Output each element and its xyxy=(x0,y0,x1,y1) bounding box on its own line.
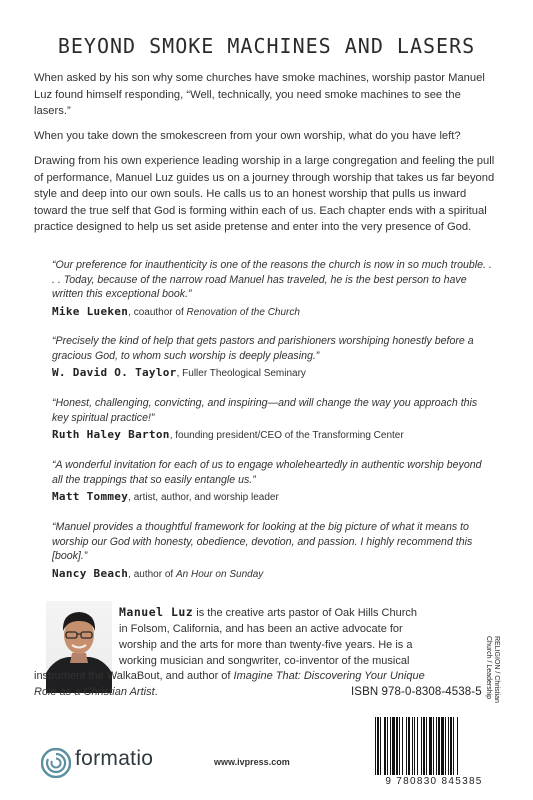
endorser-name: Mike Lueken xyxy=(52,304,129,318)
barcode-bar xyxy=(423,717,425,775)
barcode-bar xyxy=(412,717,413,775)
author-bio-text: is the creative arts pastor of Oak Hills Church in Folsom, California, and has been an active advocate for worship and the arts for more than twenty-five years. He is a working musician and songwriter, co-inventor of the musical xyxy=(119,607,417,667)
barcode-bar xyxy=(392,717,395,775)
endorser-name: W. David O. Taylor xyxy=(52,366,177,379)
endorsement-text: “Precisely the kind of help that gets pastors and parishioners worshiping honestly before a gracious God, to whom such worship is deeply pleasing.” xyxy=(52,335,474,362)
intro-paragraph-1: When asked by his son why some churches have smoke machines, worship pastor Manuel Luz found himself responding, “Well, technically, you need smoke machines to see the lasers.” xyxy=(34,72,485,117)
author-bio-end: . xyxy=(154,686,158,698)
barcode-bar xyxy=(426,717,427,775)
cover-title: BEYOND SMOKE MACHINES AND LASERS xyxy=(57,34,476,58)
barcode-bar xyxy=(402,717,403,775)
endorser-name: Nancy Beach xyxy=(52,566,129,580)
endorsement-1 xyxy=(52,258,492,318)
endorsement-attribution xyxy=(52,567,492,580)
barcode-bar xyxy=(421,717,422,775)
barcode-number: 9 780830 845385 xyxy=(385,776,483,787)
intro-paragraph-3: Drawing from his own experience leading worship in a large congregation and feeling the pull of performance, Manuel Luz guides us on a journey through worship that takes us far beyond style and deep into our own souls. He calls us to an honest worship that pulls us inward toward the true self that God is forming within each of us. Each chapter ends with a spiritual practice designed to help us set aside pretense and enter into the very presence of God. xyxy=(34,155,495,233)
author-book-title: Imagine That: Discovering Your Unique Role as a Christian Artist xyxy=(34,670,425,698)
endorsement-attribution xyxy=(52,305,492,318)
endorser-affiliation: , author of xyxy=(128,568,176,580)
barcode-bar xyxy=(375,717,376,775)
barcode-bar xyxy=(387,717,388,775)
publisher-website[interactable]: www.ivpress.com xyxy=(214,757,290,767)
endorsement-2 xyxy=(52,334,492,379)
barcode-bar xyxy=(384,717,386,775)
barcode-bar xyxy=(438,717,440,775)
endorser-affiliation: , founding president/CEO of the Transforming Center xyxy=(169,430,404,441)
barcode-bar xyxy=(396,717,398,775)
endorsement-text: “A wonderful invitation for each of us to engage wholeheartedly in authentic worship beyond all the trappings that so easily entangle us.” xyxy=(52,459,482,486)
barcode-bar xyxy=(408,717,410,775)
barcode-bar xyxy=(377,717,379,775)
barcode-bar xyxy=(453,717,454,775)
isbn: ISBN 978-0-8308-4538-5 xyxy=(351,686,482,698)
endorsement-5 xyxy=(52,520,492,580)
barcode-bar xyxy=(441,717,444,775)
endorsement-text: “Manuel provides a thoughtful framework for looking at the big picture of what it means to worship our God with honesty, obedience, devotion, and passion. I highly recommend this [book].” xyxy=(52,521,473,562)
intro-paragraph-2: When you take down the smokescreen from your own worship, what do you have left? xyxy=(34,130,461,142)
endorser-book-title: Renovation of the Church xyxy=(186,306,300,318)
barcode-bar xyxy=(399,717,400,775)
barcode-bar xyxy=(450,717,452,775)
endorsement-attribution xyxy=(52,490,492,503)
endorsement-text: “Our preference for inauthenticity is one of the reasons the church is now in so much trouble. . . . Today, because of the narrow road Manuel has traveled, he is the best person to have written this exceptional book.” xyxy=(52,259,492,300)
barcode-bar xyxy=(417,717,418,775)
endorsement-attribution xyxy=(52,366,492,379)
barcode-bar xyxy=(436,717,437,775)
endorsement-attribution xyxy=(52,428,492,441)
endorser-book-title: An Hour on Sunday xyxy=(175,568,264,580)
barcode-bar xyxy=(448,717,449,775)
barcode-bar xyxy=(390,717,391,775)
barcode-icon xyxy=(371,717,501,775)
publisher-name: formatio xyxy=(75,747,154,770)
endorsement-text: “Honest, challenging, convicting, and inspiring—and will change the way you approach this key spiritual practice!” xyxy=(52,397,478,424)
endorsement-3 xyxy=(52,396,492,441)
barcode-bar xyxy=(457,717,458,775)
barcode-bar xyxy=(380,717,381,775)
author-bio xyxy=(119,604,419,669)
author-name: Manuel Luz xyxy=(119,605,194,619)
barcode-bar xyxy=(406,717,407,775)
formatio-logo-icon xyxy=(41,748,71,778)
endorser-affiliation: , coauthor of xyxy=(128,306,187,318)
barcode-bar xyxy=(445,717,446,775)
endorser-name: Matt Tommey xyxy=(52,490,129,503)
endorsement-4 xyxy=(52,458,492,503)
category-label: RELIGION / Christian Church / Leadership xyxy=(485,636,500,703)
barcode-bar xyxy=(433,717,434,775)
endorser-affiliation: , Fuller Theological Seminary xyxy=(176,368,306,379)
author-bio-text-2: instrument the WalkaBout, and author of xyxy=(34,670,234,682)
barcode-bar xyxy=(414,717,415,775)
endorser-affiliation: , artist, author, and worship leader xyxy=(128,492,279,503)
endorser-name: Ruth Haley Barton xyxy=(52,428,170,441)
barcode-bar xyxy=(429,717,432,775)
